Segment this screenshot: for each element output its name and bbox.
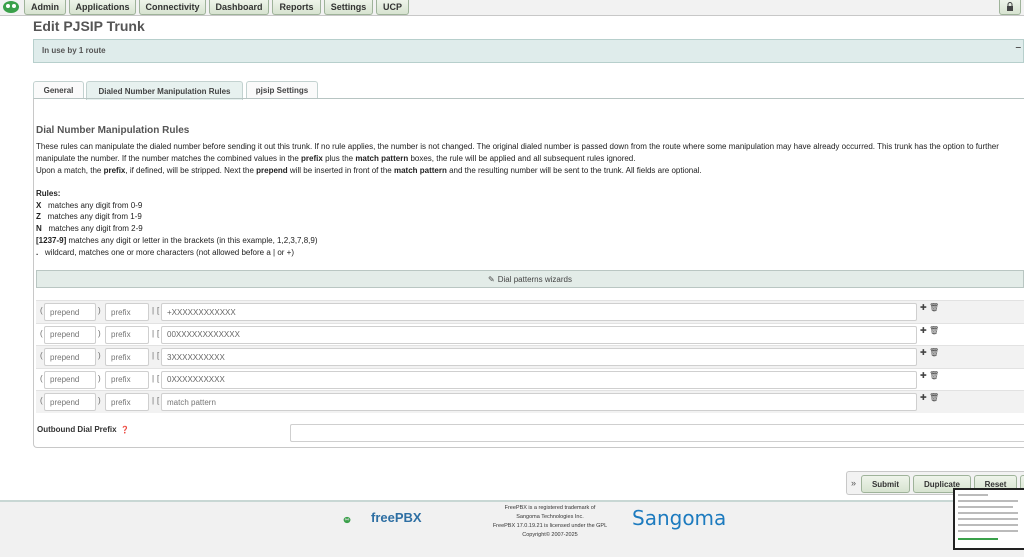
lock-icon[interactable] bbox=[999, 0, 1021, 15]
match-pattern-input[interactable] bbox=[161, 326, 917, 344]
footer-line: Copyright© 2007-2025 bbox=[522, 532, 578, 538]
nav-ucp[interactable]: UCP bbox=[376, 0, 409, 15]
close-paren: ) bbox=[98, 373, 101, 383]
prefix-input[interactable] bbox=[105, 303, 149, 321]
rule-key: . bbox=[36, 247, 39, 257]
desc-text: boxes, the rule will be applied and all subsequent rules ignored. bbox=[408, 154, 636, 163]
pipe-separator: | bbox=[152, 306, 155, 315]
open-paren: ( bbox=[40, 351, 43, 361]
outbound-dial-prefix-label bbox=[37, 425, 129, 434]
match-pattern-input[interactable] bbox=[161, 393, 917, 411]
dial-pattern-row bbox=[36, 345, 1024, 368]
prepend-input[interactable] bbox=[44, 393, 96, 411]
tab-pjsip-settings[interactable]: pjsip Settings bbox=[246, 81, 318, 99]
desc-bold: prefix bbox=[301, 154, 323, 163]
freepbx-wordmark: freePBX bbox=[371, 510, 422, 525]
help-icon[interactable]: ❓ bbox=[120, 427, 130, 434]
prefix-input[interactable] bbox=[105, 348, 149, 366]
footer-line: FreePBX 17.0.19.21 is licensed under the GPL bbox=[492, 523, 608, 529]
add-icon[interactable]: ✚ bbox=[920, 393, 927, 403]
outbound-label-text: Outbound Dial Prefix bbox=[37, 425, 117, 434]
dial-patterns-wizard-button[interactable] bbox=[36, 270, 1024, 288]
desc-bold: prepend bbox=[256, 166, 288, 175]
in-use-text: In use by 1 route bbox=[42, 46, 106, 55]
dial-pattern-rows bbox=[36, 300, 1024, 413]
desc-text: plus the bbox=[322, 154, 356, 163]
match-pattern-input[interactable] bbox=[161, 303, 917, 321]
prefix-input[interactable] bbox=[105, 371, 149, 389]
pencil-icon: ✎ bbox=[488, 274, 495, 284]
nav-settings[interactable]: Settings bbox=[324, 0, 373, 15]
rule-text: matches any digit from 1-9 bbox=[47, 212, 142, 222]
match-pattern-input[interactable] bbox=[161, 371, 917, 389]
page-title: Edit PJSIP Trunk bbox=[33, 18, 145, 34]
desc-text: , if defined, will be stripped. Next the bbox=[125, 166, 257, 175]
open-paren: ( bbox=[40, 306, 43, 315]
open-paren: ( bbox=[40, 373, 43, 383]
collapse-toggle[interactable]: – bbox=[1015, 42, 1021, 53]
nav-reports[interactable]: Reports bbox=[272, 0, 321, 15]
close-paren: ) bbox=[98, 328, 101, 338]
row-actions bbox=[920, 371, 939, 380]
desc-text: will be inserted in front of the bbox=[287, 166, 394, 175]
open-paren: ( bbox=[40, 328, 43, 338]
desc-text: Upon a match, the bbox=[36, 166, 104, 175]
sangoma-logo[interactable]: Sangoma bbox=[632, 506, 727, 530]
footer-copyright bbox=[470, 504, 630, 540]
footer-line: Sangoma Technologies Inc. bbox=[516, 514, 584, 520]
footer bbox=[0, 500, 1024, 557]
rule-text: wildcard, matches one or more characters (not allowed before a | or +) bbox=[44, 247, 294, 257]
row-actions bbox=[920, 326, 939, 335]
rule-text: matches any digit from 2-9 bbox=[48, 224, 143, 234]
dial-pattern-row bbox=[36, 300, 1024, 323]
trash-icon[interactable]: 🗑 bbox=[928, 370, 940, 380]
dial-pattern-row bbox=[36, 368, 1024, 391]
rule-text: matches any digit from 0-9 bbox=[48, 200, 143, 210]
prepend-input[interactable] bbox=[44, 371, 96, 389]
dial-pattern-row bbox=[36, 390, 1024, 413]
row-actions bbox=[920, 348, 939, 357]
add-icon[interactable]: ✚ bbox=[920, 348, 927, 358]
outbound-dial-prefix-input[interactable] bbox=[290, 424, 1024, 442]
rule-key: Z bbox=[36, 212, 41, 222]
top-nav bbox=[0, 0, 1024, 16]
add-icon[interactable]: ✚ bbox=[920, 325, 927, 335]
freepbx-logo[interactable] bbox=[343, 507, 369, 533]
desc-bold: match pattern bbox=[393, 166, 447, 175]
dial-pattern-row bbox=[36, 323, 1024, 346]
nav-applications[interactable]: Applications bbox=[69, 0, 136, 15]
section-description bbox=[36, 141, 1016, 177]
row-actions bbox=[920, 303, 939, 312]
add-icon[interactable]: ✚ bbox=[920, 370, 927, 380]
nav-connectivity[interactable]: Connectivity bbox=[139, 0, 206, 15]
open-bracket: [ bbox=[157, 351, 160, 361]
nav-dashboard[interactable]: Dashboard bbox=[209, 0, 269, 15]
open-bracket: [ bbox=[157, 306, 160, 315]
prepend-input[interactable] bbox=[44, 348, 96, 366]
rule-key: X bbox=[36, 200, 42, 210]
trash-icon[interactable]: 🗑 bbox=[928, 348, 940, 358]
open-bracket: [ bbox=[157, 396, 160, 406]
rule-key: [1237-9] bbox=[36, 235, 67, 245]
match-pattern-input[interactable] bbox=[161, 348, 917, 366]
tab-general[interactable]: General bbox=[33, 81, 84, 99]
rule-key: N bbox=[36, 224, 42, 234]
rules-title: Rules: bbox=[36, 189, 61, 198]
open-paren: ( bbox=[40, 396, 43, 406]
close-paren: ) bbox=[98, 306, 101, 315]
submit-button[interactable]: Submit bbox=[861, 475, 910, 493]
duplicate-button[interactable]: Duplicate bbox=[913, 475, 971, 493]
in-use-banner[interactable] bbox=[33, 39, 1024, 63]
trash-icon[interactable]: 🗑 bbox=[928, 303, 940, 312]
double-chevron-icon[interactable]: » bbox=[851, 478, 857, 488]
footer-line: FreePBX is a registered trademark of bbox=[504, 505, 596, 511]
screenshot-thumbnail[interactable] bbox=[953, 488, 1024, 550]
desc-text: and the resulting number will be sent to the trunk. All fields are optional. bbox=[446, 166, 702, 175]
wizard-label: Dial patterns wizards bbox=[497, 274, 572, 284]
close-paren: ) bbox=[98, 351, 101, 361]
section-title: Dial Number Manipulation Rules bbox=[36, 125, 190, 136]
prepend-input[interactable] bbox=[44, 326, 96, 344]
trash-icon[interactable]: 🗑 bbox=[928, 393, 940, 403]
rules-list bbox=[36, 188, 318, 258]
desc-bold: match pattern bbox=[355, 154, 409, 163]
add-icon[interactable]: ✚ bbox=[920, 303, 927, 312]
freepbx-logo-icon[interactable] bbox=[2, 0, 20, 14]
open-bracket: [ bbox=[157, 373, 160, 383]
pipe-separator: | bbox=[152, 373, 155, 383]
close-paren: ) bbox=[98, 396, 101, 406]
pipe-separator: | bbox=[152, 396, 155, 406]
desc-text: These rules can manipulate the dialed number before sending it out this trunk. If no rule applies, the number is not changed. The original dialed number is passed down from the route where some manipulation may have already occurred. This trunk has the option to further manipulate the number. If the number matches the combined values in the bbox=[36, 142, 999, 163]
tab-dialed-number-manipulation-rules[interactable]: Dialed Number Manipulation Rules bbox=[86, 81, 243, 100]
row-actions bbox=[920, 393, 939, 402]
nav-admin[interactable]: Admin bbox=[24, 0, 66, 15]
prefix-input[interactable] bbox=[105, 393, 149, 411]
open-bracket: [ bbox=[157, 328, 160, 338]
pipe-separator: | bbox=[152, 328, 155, 338]
trash-icon[interactable]: 🗑 bbox=[928, 325, 940, 335]
prepend-input[interactable] bbox=[44, 303, 96, 321]
prefix-input[interactable] bbox=[105, 326, 149, 344]
pipe-separator: | bbox=[152, 351, 155, 361]
desc-bold: prefix bbox=[103, 166, 126, 175]
rule-text: matches any digit or letter in the brackets (in this example, 1,2,3,7,8,9) bbox=[68, 235, 318, 245]
reset-button[interactable]: Reset bbox=[974, 475, 1017, 493]
